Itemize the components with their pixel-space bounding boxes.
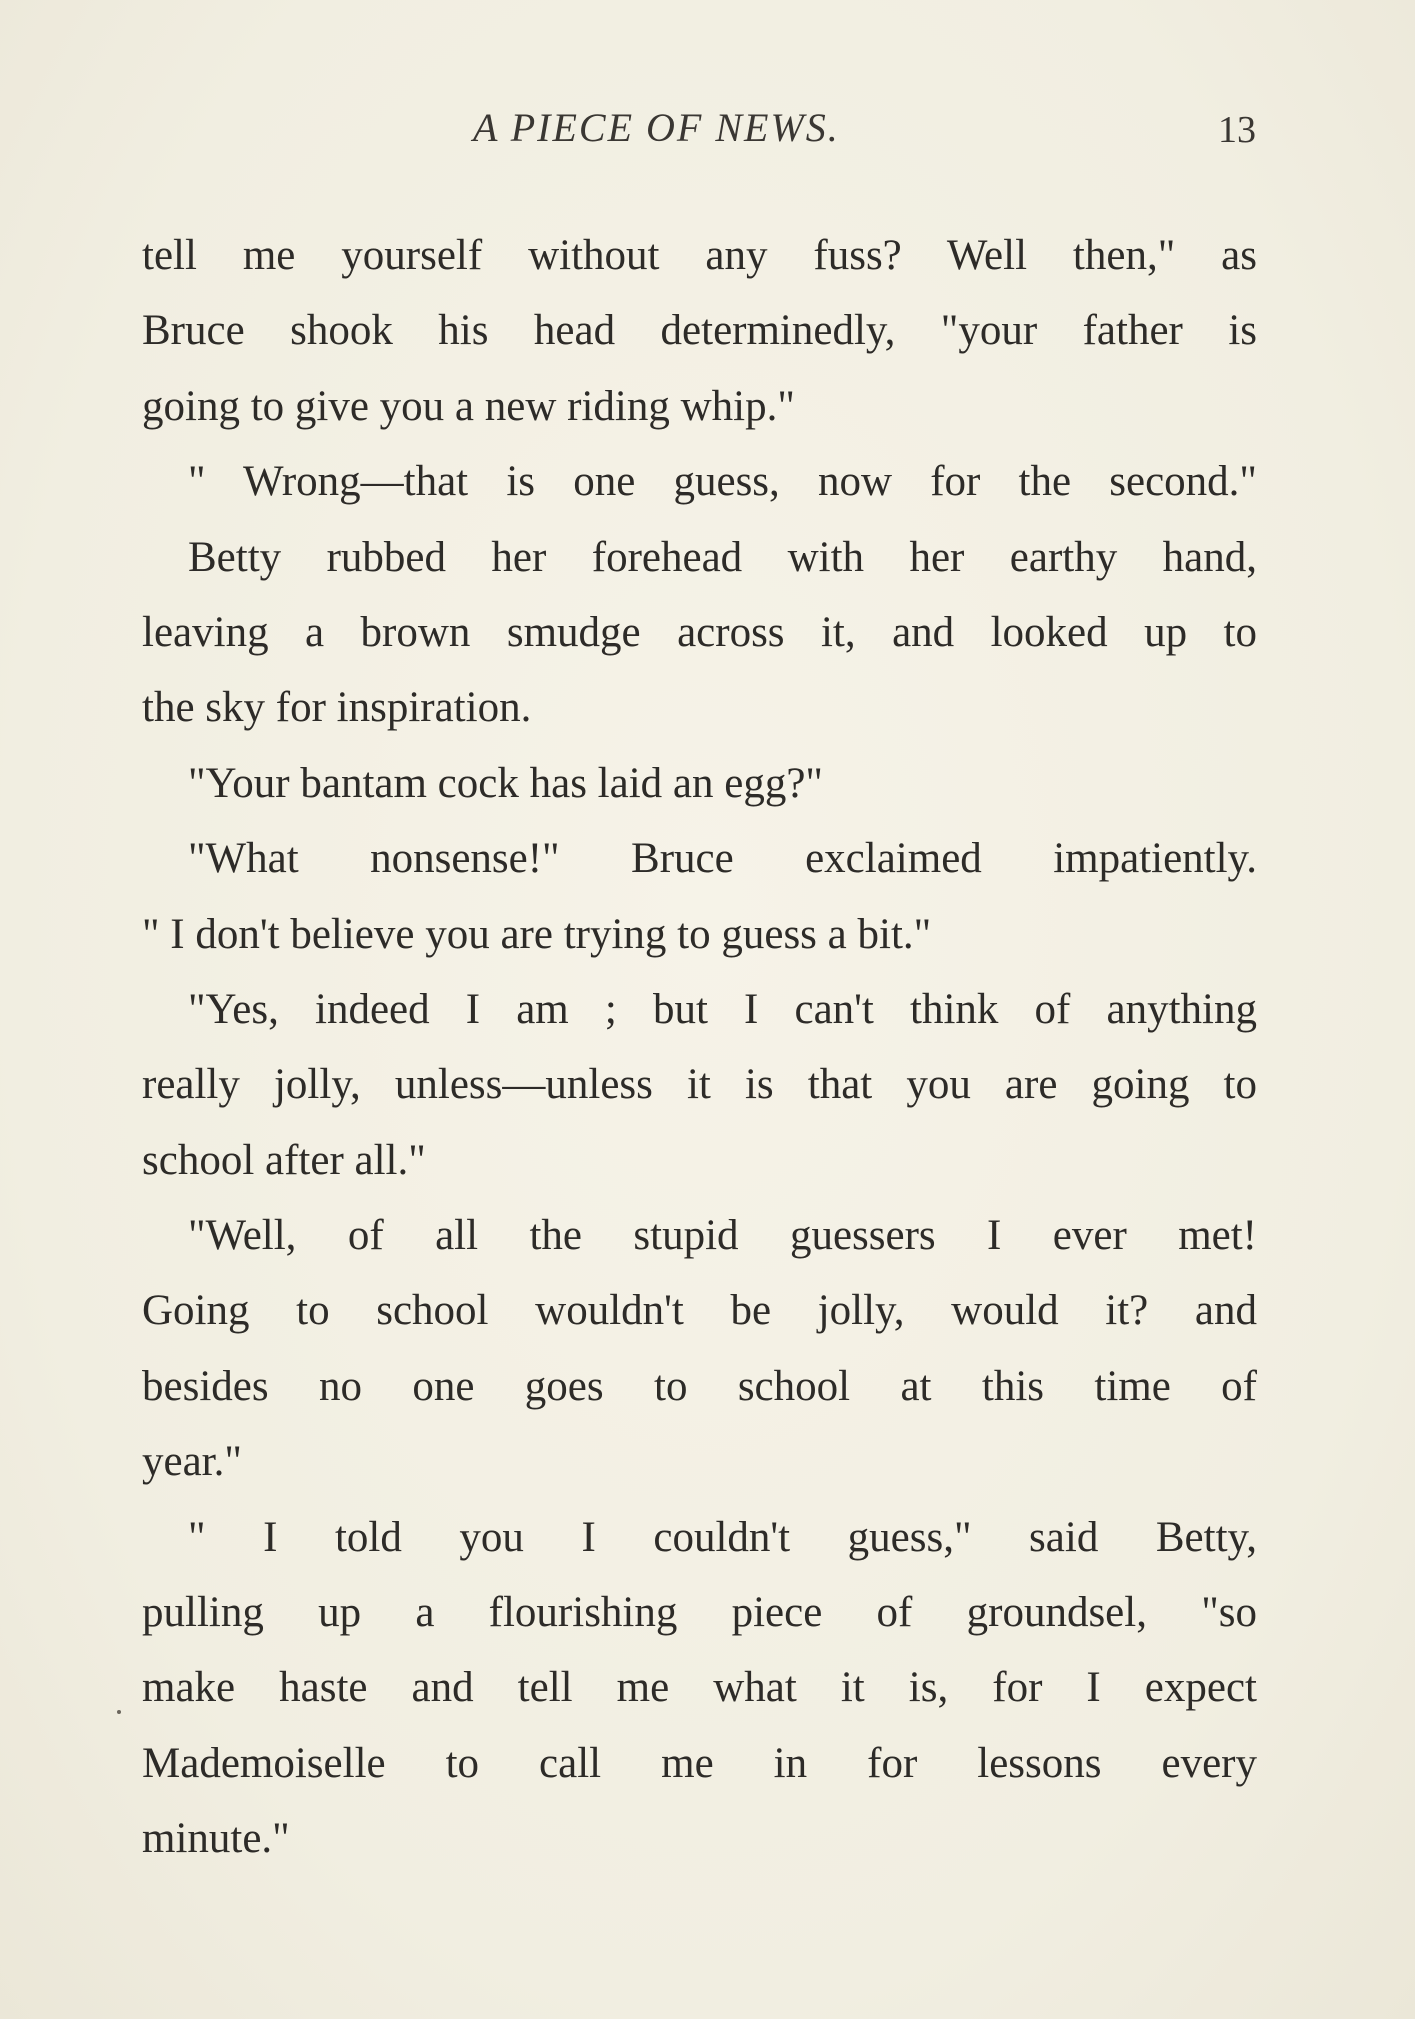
- text-line: make haste and tell me what it is, for I expect: [142, 1664, 1257, 1712]
- text-line: Betty rubbed her forehead with her earthy hand,: [188, 533, 1257, 581]
- text-line: Going to school wouldn't be jolly, would it? and: [142, 1287, 1257, 1335]
- paper-speck: [117, 1710, 121, 1714]
- text-line: tell me yourself without any fuss? Well then," as: [142, 232, 1257, 279]
- body-text: [142, 218, 1257, 1877]
- text-line: the sky for inspiration.: [142, 684, 532, 732]
- text-line: year.": [142, 1438, 242, 1486]
- text-line: school after all.": [142, 1136, 426, 1184]
- text-line: "Yes, indeed I am ; but I can't think of anything: [188, 985, 1257, 1033]
- text-line: " Wrong—that is one guess, now for the second.": [188, 458, 1257, 506]
- text-line: besides no one goes to school at this time of: [142, 1362, 1257, 1410]
- text-line: pulling up a flourishing piece of groundsel, "so: [142, 1589, 1257, 1637]
- text-line: "Your bantam cock has laid an egg?": [188, 759, 823, 807]
- text-line: "What nonsense!" Bruce exclaimed impatiently.: [188, 835, 1257, 883]
- running-head: [0, 104, 1415, 164]
- text-line: " I don't believe you are trying to guess a bit.": [142, 910, 932, 958]
- text-line: leaving a brown smudge across it, and looked up to: [142, 608, 1257, 656]
- running-title: A PIECE OF NEWS.: [473, 105, 840, 150]
- text-line: Mademoiselle to call me in for lessons every: [142, 1739, 1257, 1787]
- text-line: really jolly, unless—unless it is that you are going to: [142, 1061, 1257, 1109]
- text-line: "Well, of all the stupid guessers I ever met!: [188, 1212, 1257, 1260]
- text-line: " I told you I couldn't guess," said Betty,: [188, 1513, 1257, 1561]
- text-line: Bruce shook his head determinedly, "your father is: [142, 307, 1257, 355]
- text-line: minute.": [142, 1815, 290, 1863]
- page-number: 13: [1218, 109, 1256, 151]
- text-line: going to give you a new riding whip.": [142, 382, 795, 430]
